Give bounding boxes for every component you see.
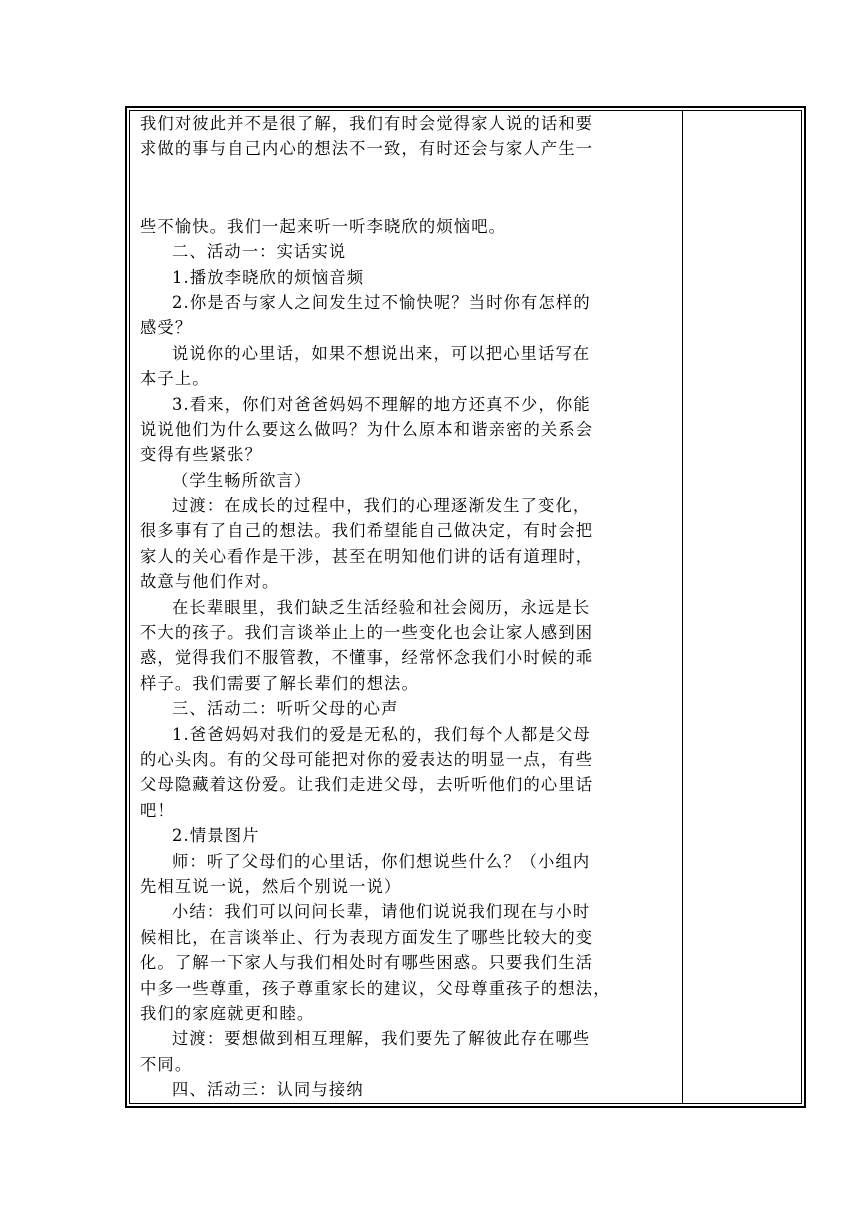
text-line: 说说你的心里话，如果不想说出来，可以把心里话写在 [172, 343, 591, 363]
text-line: 感受？ [140, 318, 193, 338]
text-line: 故意与他们作对。 [140, 572, 280, 592]
text-line: 2.你是否与家人之间发生过不愉快呢？当时你有怎样的 [172, 292, 591, 312]
text-line: 我们的家庭就更和睦。 [140, 1003, 315, 1023]
text-line: 求做的事与自己内心的想法不一致，有时还会与家人产生一 [140, 139, 594, 159]
notes-cell [683, 111, 801, 1103]
text-line: 小结：我们可以问问长辈，请他们说说我们现在与小时 [172, 902, 591, 922]
text-line: 1.爸爸妈妈对我们的爱是无私的，我们每个人都是父母 [172, 724, 591, 744]
text-line: 2.情景图片 [172, 826, 260, 846]
text-line: 变得有些紧张？ [140, 445, 263, 465]
text-line: 不同。 [140, 1054, 193, 1074]
text-line: 三、活动二：听听父母的心声 [172, 699, 399, 719]
text-line: 过渡：在成长的过程中，我们的心理逐渐发生了变化， [172, 496, 591, 516]
text-line: 中多一些尊重，孩子尊重家长的建议，父母尊重孩子的想法， [140, 978, 611, 998]
text-line: 吧！ [140, 800, 175, 820]
text-line: 二、活动一：实话实说 [172, 242, 347, 262]
text-line: 先相互说一说，然后个别说一说） [140, 876, 402, 896]
text-line: 在长辈眼里，我们缺乏生活经验和社会阅历，永远是长 [172, 597, 591, 617]
text-line: 惑，觉得我们不服管教，不懂事，经常怀念我们小时候的乖 [140, 648, 594, 668]
text-line: 样子。我们需要了解长辈们的想法。 [140, 673, 419, 693]
text-line: 家人的关心看作是干涉，甚至在明知他们讲的话有道理时， [140, 546, 594, 566]
text-line: 1.播放李晓欣的烦恼音频 [172, 267, 365, 287]
lesson-content-cell [130, 111, 682, 1103]
text-line: 不大的孩子。我们言谈举止上的一些变化也会让家人感到困 [140, 623, 594, 643]
text-line: 父母隐藏着这份爱。让我们走进父母，去听听他们的心里话 [140, 775, 594, 795]
text-line: 说说他们为什么要这么做吗？为什么原本和谐亲密的关系会 [140, 419, 594, 439]
text-line: 化。了解一下家人与我们相处时有哪些困惑。只要我们生活 [140, 953, 594, 973]
text-line: 的心头肉。有的父母可能把对你的爱表达的明显一点，有些 [140, 749, 594, 769]
text-line: 师：听了父母们的心里话，你们想说些什么？（小组内 [172, 851, 591, 871]
text-line: 些不愉快。我们一起来听一听李晓欣的烦恼吧。 [140, 216, 507, 236]
text-line: 3.看来，你们对爸爸妈妈不理解的地方还真不少，你能 [172, 394, 591, 414]
paragraph-gap [140, 178, 672, 198]
text-line: 很多事有了自己的想法。我们希望能自己做决定，有时会把 [140, 521, 594, 541]
text-line: 四、活动三：认同与接纳 [172, 1080, 364, 1100]
text-line: 我们对彼此并不是很了解，我们有时会觉得家人说的话和要 [140, 114, 594, 133]
text-line: 本子上。 [140, 369, 210, 389]
lesson-table-inner [129, 110, 802, 1104]
lesson-table [125, 106, 806, 1108]
text-line: 候相比，在言谈举止、行为表现方面发生了哪些比较大的变 [140, 927, 594, 947]
text-line: 过渡：要想做到相互理解，我们要先了解彼此存在哪些 [172, 1029, 591, 1049]
text-line: （学生畅所欲言） [172, 470, 312, 490]
